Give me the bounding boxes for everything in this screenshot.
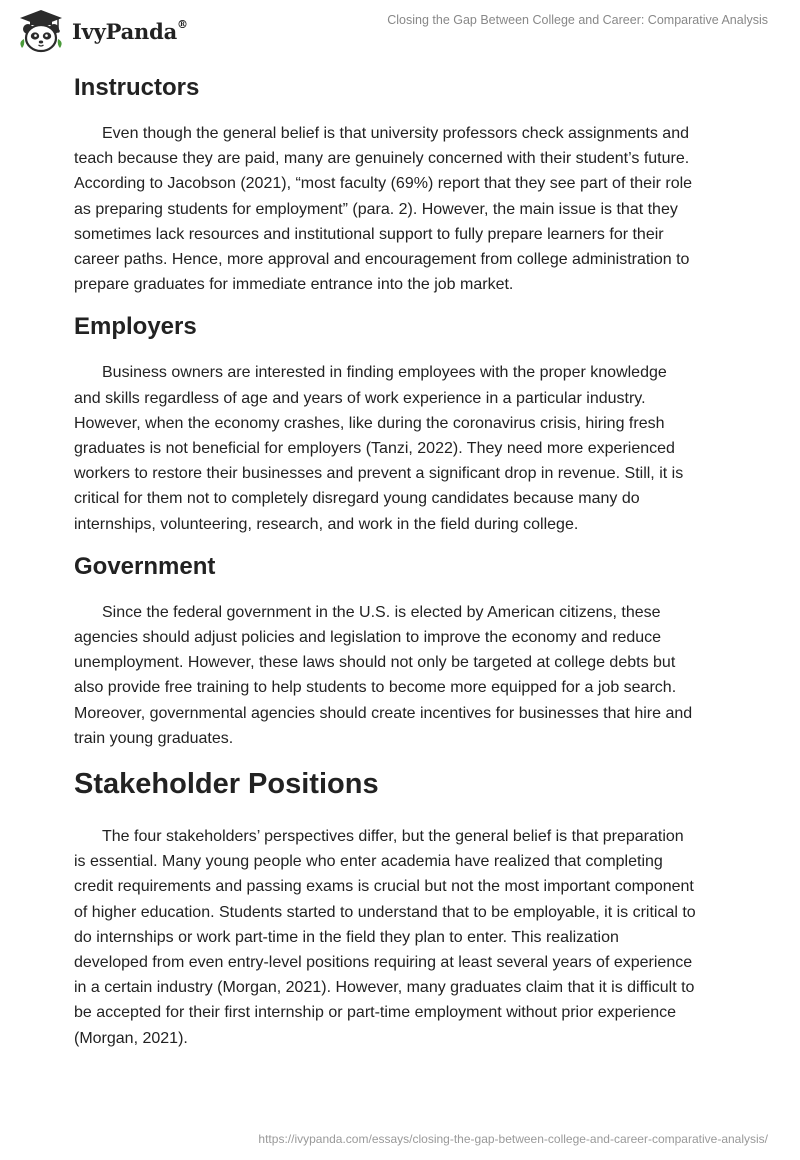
logo-wordmark: IvyPanda® bbox=[72, 17, 188, 44]
essay-content bbox=[74, 68, 734, 1061]
section-paragraph: Even though the general belief is that university professors check assignments and teach because they are paid, many are genuinely concerned with their student’s future. According to Jacobson (2021), “most faculty (69%) report that they see part of their role as preparing students for employment” (para. 2). However, the main issue is that they sometimes lack resources and institutional support to fully prepare learners for their career paths. Hence, more approval and encouragement from college administration to prepare graduates for immediate entrance into the job market. bbox=[74, 125, 693, 294]
section-stakeholder-positions bbox=[74, 761, 734, 1051]
section-instructors bbox=[74, 68, 734, 297]
section-paragraph: Since the federal government in the U.S. is elected by American citizens, these agencies should adjust policies and legislation to improve the economy and reduce unemployment. However, these laws should not only be targeted at college debts but also provide free training to help students to become more equipped for a job search. Moreover, governmental agencies should create incentives for businesses that hire and train young graduates. bbox=[74, 603, 693, 747]
ivypanda-logo[interactable] bbox=[16, 8, 188, 54]
section-heading: Government bbox=[74, 552, 216, 580]
panda-graduate-logo-icon bbox=[16, 8, 66, 54]
main-heading: Stakeholder Positions bbox=[74, 768, 379, 801]
footer-url-link[interactable]: https://ivypanda.com/essays/closing-the-gap-between-college-and-career-comparative-analysis/ bbox=[258, 1132, 768, 1146]
main-paragraph: The four stakeholders’ perspectives differ, but the general belief is that preparation is essential. Many young people who enter academia have realized that completing credit requirements and passing exams is crucial but not the most important component of higher education. Students started to understand that to be employable, it is critical to do internships or work part-time in the field they plan to enter. This realization developed from even entry-level positions requiring at least several years of experience in a certain industry (Morgan, 2021). However, many graduates claim that it is difficult to be accepted for their first internship or part-time employment without prior experience (Morgan, 2021). bbox=[74, 828, 696, 1047]
document-title: Closing the Gap Between College and Career: Comparative Analysis bbox=[387, 13, 768, 27]
page-header bbox=[0, 0, 800, 60]
section-heading: Instructors bbox=[74, 74, 200, 101]
section-government bbox=[74, 547, 734, 751]
section-employers bbox=[74, 307, 734, 536]
section-heading: Employers bbox=[74, 313, 197, 341]
section-paragraph: Business owners are interested in finding employees with the proper knowledge and skills regardless of age and years of work experience in a particular industry. However, when the economy crashes, like during the coronavirus crisis, hiring fresh graduates is not beneficial for employers (Tanzi, 2022). They need more experienced workers to restore their businesses and prevent a significant drop in revenue. Still, it is critical for them not to completely disregard young candidates because many do internships, volunteering, research, and work in the field during college. bbox=[74, 364, 684, 533]
